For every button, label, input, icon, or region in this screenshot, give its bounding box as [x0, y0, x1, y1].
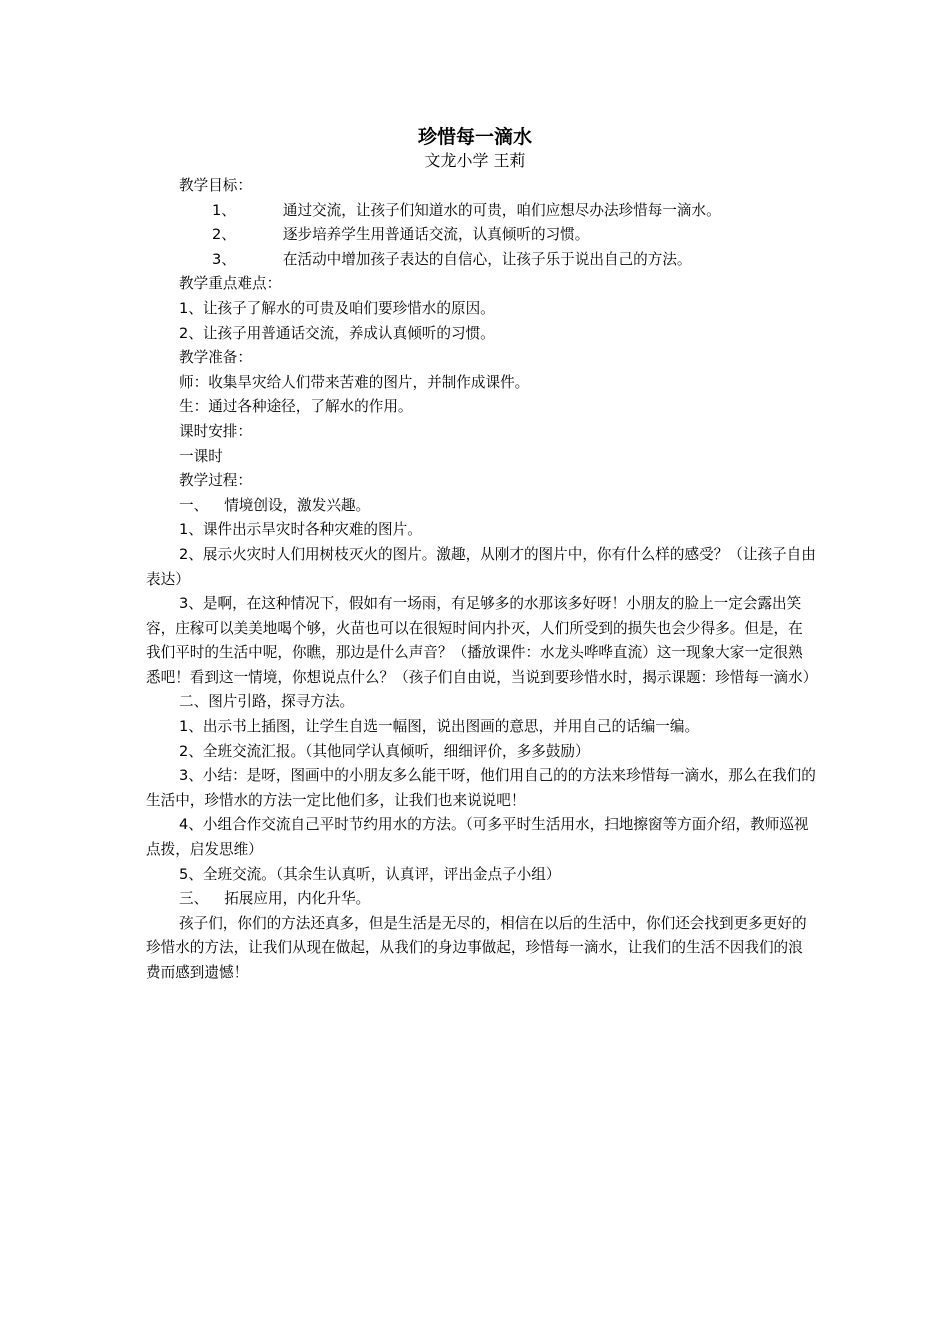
prep-teacher: 师：收集旱灾给人们带来苦难的图片，并制作成课件。 [179, 373, 530, 391]
section-title: 情境创设，激发兴趣。 [224, 496, 371, 514]
schedule-heading: 课时安排： [179, 422, 252, 440]
section-1-item-2: 2、展示火灾时人们用树枝灭火的图片。激趣，从刚才的图片中，你有什么样的感受？（让孩子自由表达） [146, 545, 816, 588]
section-2-item-3: 3、小结：是呀，图画中的小朋友多么能干呀，他们用自己的的方法来珍惜每一滴水，那么在我们的生活中，珍惜水的方法一定比他们多，让我们也来说说吧！ [146, 767, 816, 809]
section-3-heading [146, 887, 816, 912]
section-2-item-2: 2、全班交流汇报。（其他同学认真倾听，细细评价，多多鼓励） [179, 742, 590, 760]
section-2-heading: 二、图片引路，探寻方法。 [179, 693, 355, 711]
goals-heading: 教学目标： [179, 177, 252, 194]
document-body [146, 174, 816, 986]
goal-item-3 [146, 248, 816, 273]
conclusion-paragraph: 孩子们，你们的方法还真多，但是生活是无尽的，相信在以后的生活中，你们还会找到更多更好的珍惜水的方法，让我们从现在做起，从我们的身边事做起，珍惜每一滴水，让我们的生活不因我们的浪费而感到遗憾！ [146, 914, 807, 981]
key-point-1: 1、让孩子了解水的可贵及咱们要珍惜水的原因。 [179, 299, 495, 317]
key-points-heading: 教学重点难点： [179, 275, 282, 293]
section-2-item-1: 1、出示书上插图，让学生自选一幅图，说出图画的意思，并用自己的话编一编。 [179, 718, 700, 736]
key-point-2: 2、让孩子用普通话交流，养成认真倾听的习惯。 [179, 324, 495, 342]
section-1-item-1: 1、课件出示旱灾时各种灾难的图片。 [179, 521, 422, 539]
goal-text: 通过交流，让孩子们知道水的可贵，咱们应想尽办法珍惜每一滴水。 [282, 201, 721, 219]
document-title: 珍惜每一滴水 [417, 126, 532, 148]
document-author: 文龙小学 王莉 [424, 151, 526, 170]
goal-item-1 [146, 199, 816, 224]
goal-number: 1、 [212, 201, 236, 219]
goal-text: 在活动中增加孩子表达的自信心，让孩子乐于说出自己的方法。 [282, 250, 692, 268]
prep-student: 生：通过各种途径，了解水的作用。 [179, 398, 413, 416]
prep-heading: 教学准备： [179, 349, 252, 367]
section-2-item-5: 5、全班交流。（其余生认真听，认真评，评出金点子小组） [179, 865, 561, 883]
goal-text: 逐步培养学生用普通话交流，认真倾听的习惯。 [282, 226, 590, 244]
goal-number: 3、 [212, 250, 236, 268]
section-title: 拓展应用，内化升华。 [224, 890, 371, 908]
goal-number: 2、 [212, 226, 236, 244]
section-1-heading [146, 494, 816, 519]
section-1-item-3: 3、是啊，在这种情况下，假如有一场雨，有足够多的水那该多好呀！小朋友的脸上一定会露出笑容，庄稼可以美美地喝个够，火苗也可以在很短时间内扑灭，人们所受到的损失也会少得多。但是，在我们平时的生活中呢，你瞧，那边是什么声音？（播放课件：水龙头哗哗直流）这一现象大家一定很熟悉吧！看到这一情境，你想说点什么？（孩子们自由说，当说到要珍惜水时，揭示课题：珍惜每一滴水） [146, 595, 818, 686]
section-2-item-4: 4、小组合作交流自己平时节约用水的方法。（可多平时生活用水，扫地擦窗等方面介绍，教师巡视点拨，启发思维） [146, 816, 809, 859]
section-number: 一、 [179, 496, 209, 514]
process-heading: 教学过程： [179, 472, 252, 490]
section-number: 三、 [179, 890, 209, 908]
schedule-value: 一课时 [179, 447, 223, 465]
goal-item-2 [146, 223, 816, 248]
